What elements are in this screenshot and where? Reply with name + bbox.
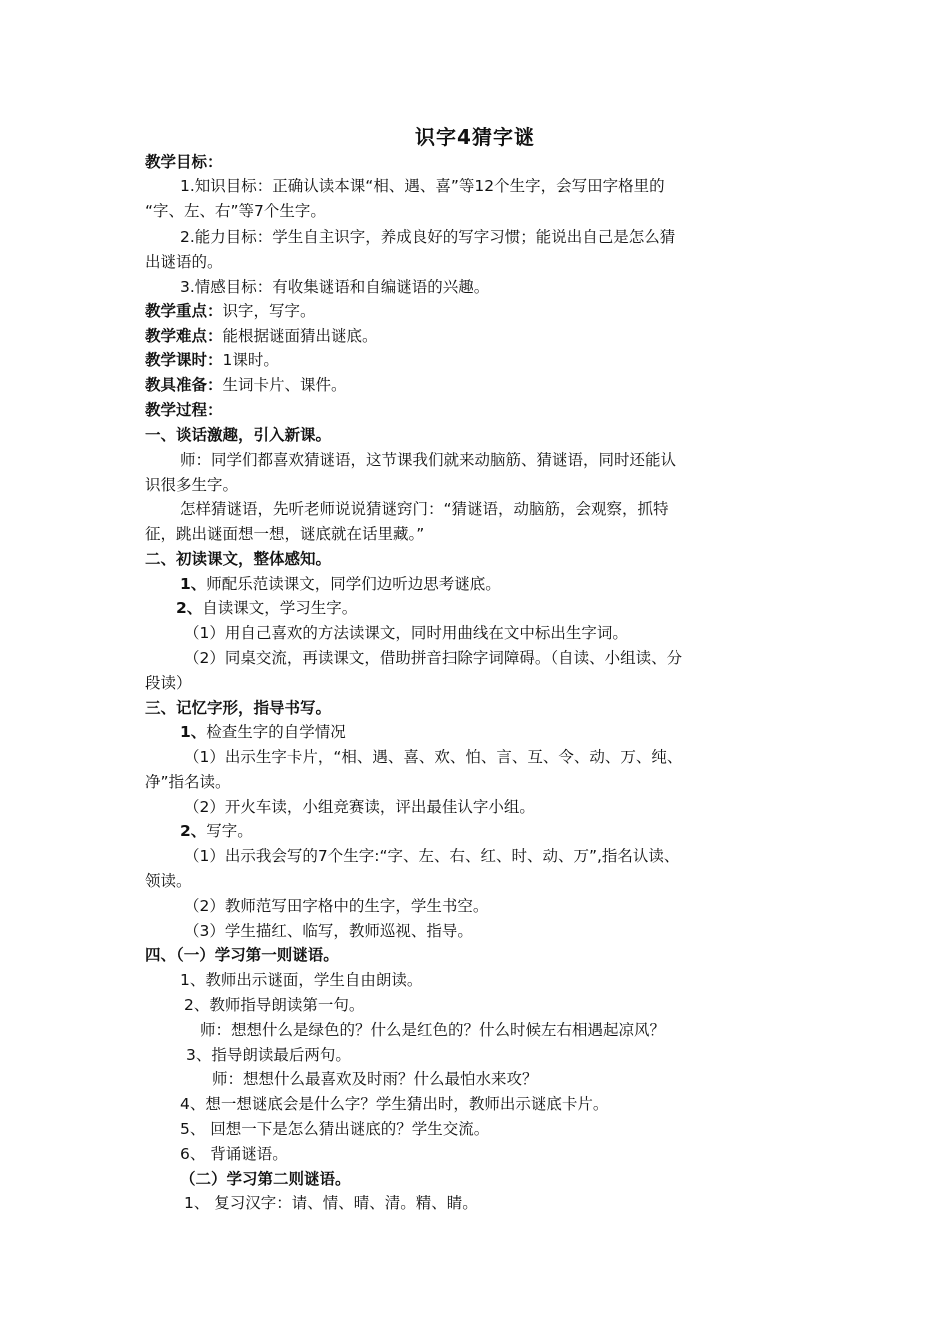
paragraph-line: 6、 背诵谜语。	[180, 1145, 288, 1163]
paragraph-line: （2）教师范写田字格中的生字，学生书空。	[184, 897, 489, 915]
lesson-hours-label: 教学课时：	[145, 351, 223, 369]
heading-part-4: 四、（一）学习第一则谜语。	[145, 946, 339, 964]
materials-label: 教具准备：	[145, 376, 223, 394]
paragraph-line: 师：同学们都喜欢猜谜语，这节课我们就来动脑筋、猜谜语，同时还能认	[180, 451, 677, 469]
lesson-hours-value: 1课时。	[222, 351, 279, 369]
objective-1-line-2: “字、左、右”等7个生字。	[145, 202, 326, 220]
paragraph-line: （1）出示我会写的7个生字:“字、左、右、红、时、动、万”,指名认读、	[184, 847, 680, 865]
list-item-number: 2、	[176, 599, 203, 617]
materials-row	[145, 373, 347, 397]
paragraph-line: 段读）	[145, 674, 192, 692]
paragraph-line: 1、 复习汉字：请、情、晴、清。精、睛。	[184, 1194, 478, 1212]
list-item	[176, 596, 357, 620]
key-points-row	[145, 299, 316, 323]
section-label-objectives: 教学目标：	[145, 153, 223, 171]
paragraph-line: 征，跳出谜面想一想，谜底就在话里藏。”	[145, 525, 425, 543]
list-item	[180, 572, 501, 596]
paragraph-line: （1）出示生字卡片，“相、遇、喜、欢、怕、言、互、令、动、万、纯、	[184, 748, 683, 766]
paragraph-line: 师：想想什么是绿色的？什么是红色的？什么时候左右相遇起凉风？	[200, 1021, 666, 1039]
list-item-text: 写字。	[206, 822, 253, 840]
heading-part-4b: （二）学习第二则谜语。	[180, 1170, 351, 1188]
paragraph-line: （2）同桌交流，再读课文，借助拼音扫除字词障碍。（自读、小组读、分	[184, 649, 683, 667]
paragraph-line: 1、教师出示谜面，学生自由朗读。	[180, 971, 423, 989]
document-title: 识字4猜字谜	[415, 125, 535, 149]
paragraph-line: 3、指导朗读最后两句。	[186, 1046, 351, 1064]
paragraph-line: 识很多生字。	[145, 476, 239, 494]
objective-1-line-1: 1.知识目标：正确认读本课“相、遇、喜”等12个生字，会写田字格里的	[180, 177, 665, 195]
objective-2-line-1: 2.能力目标：学生自主识字，养成良好的写字习惯；能说出自己是怎么猜	[180, 228, 676, 246]
heading-part-3: 三、记忆字形，指导书写。	[145, 699, 332, 717]
paragraph-line: 4、想一想谜底会是什么字？学生猜出时，教师出示谜底卡片。	[180, 1095, 609, 1113]
list-item	[180, 720, 346, 744]
paragraph-line: （3）学生描红、临写，教师巡视、指导。	[184, 922, 473, 940]
materials-value: 生词卡片、课件。	[222, 376, 347, 394]
list-item-text: 师配乐范读课文，同学们边听边思考谜底。	[206, 575, 501, 593]
paragraph-line: 怎样猜谜语，先听老师说说猜谜窍门：“猜谜语，动脑筋，会观察，抓特	[180, 500, 669, 518]
paragraph-line: 师：想想什么最喜欢及时雨？什么最怕水来攻？	[212, 1070, 538, 1088]
difficulty-label: 教学难点：	[145, 327, 223, 345]
key-points-label: 教学重点：	[145, 302, 223, 320]
paragraph-line: 2、教师指导朗读第一句。	[184, 996, 365, 1014]
paragraph-line: （1）用自己喜欢的方法读课文，同时用曲线在文中标出生字词。	[184, 624, 628, 642]
list-item-number: 2、	[180, 822, 207, 840]
heading-part-2: 二、初读课文，整体感知。	[145, 550, 332, 568]
lesson-hours-row	[145, 348, 279, 372]
paragraph-line: 净”指名读。	[145, 773, 231, 791]
list-item-number: 1、	[180, 723, 207, 741]
list-item-text: 检查生字的自学情况	[206, 723, 346, 741]
difficulty-value: 能根据谜面猜出谜底。	[222, 327, 378, 345]
key-points-value: 识字，写字。	[222, 302, 316, 320]
objective-3: 3.情感目标：有收集谜语和自编谜语的兴趣。	[180, 278, 490, 296]
list-item-number: 1、	[180, 575, 207, 593]
list-item	[180, 819, 253, 843]
section-label-process: 教学过程：	[145, 401, 223, 419]
difficulty-row	[145, 324, 378, 348]
paragraph-line: 领读。	[145, 872, 192, 890]
paragraph-line: 5、 回想一下是怎么猜出谜底的？学生交流。	[180, 1120, 490, 1138]
list-item-text: 自读课文，学习生字。	[202, 599, 358, 617]
heading-part-1: 一、谈话激趣，引入新课。	[145, 426, 332, 444]
objective-2-line-2: 出谜语的。	[145, 253, 223, 271]
paragraph-line: （2）开火车读，小组竞赛读，评出最佳认字小组。	[184, 798, 535, 816]
